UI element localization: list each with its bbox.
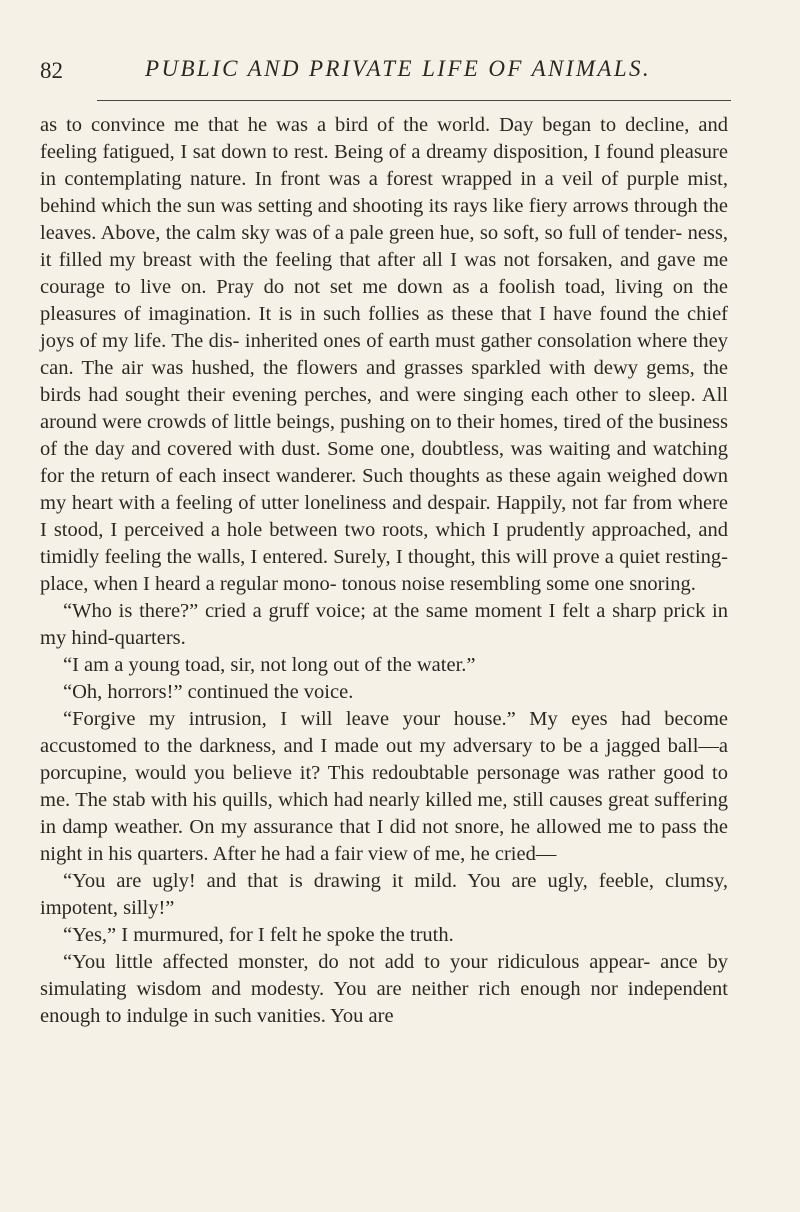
paragraph-continuation: as to convince me that he was a bird of the world. Day began to decline, and feeling fatigued, I sat down to rest. Being of a dreamy disposition, I found pleasure in contemplating nature. In front was a forest wrapped in a veil of purple mist, behind which the sun was setting and shooting its rays like fiery arrows through the leaves. Above, the calm sky was of a pale green hue, so soft, so full of tender- ness, it filled my breast with the feeling that after all I was not forsaken, and gave me courage to live on. Pray do not set me down as a foolish toad, living on the pleasures of imagination. It is in such follies as these that I have found the chief joys of my life. The dis- inherited ones of earth must gather consolation where they can. The air was hushed, the flowers and grasses sparkled with dewy gems, the birds had sought their evening perches, and were singing each other to sleep. All around were crowds of little beings, pushing on to their homes, tired of the business of the day and covered with dust. Some one, doubtless, was waiting and watching for the return of each insect wanderer. Such thoughts as these again weighed down my heart with a feeling of utter loneliness and despair. Happily, not far from where I stood, I perceived a hole between two roots, which I prudently approached, and timidly feeling the walls, I entered. Surely, I thought, this will prove a quiet resting-place, when I heard a regular mono- tonous noise resembling some one snoring. [40,114,728,595]
paragraph-oh-horrors: “Oh, horrors!” continued the voice. [63,681,354,703]
page-number: 82 [40,58,63,83]
body-text [40,112,728,1030]
paragraph-yes-murmured: “Yes,” I murmured, for I felt he spoke the truth. [63,924,454,946]
paragraph-who-is-there: “Who is there?” cried a gruff voice; at the same moment I felt a sharp prick in my hind-quarters. [40,600,728,649]
page-header [40,50,730,90]
paragraph-affected-monster: “You little affected monster, do not add to your ridiculous appear- ance by simulating wisdom and modesty. You are neither rich enough nor independent enough to indulge in such vanities. You are [40,951,728,1027]
running-title: PUBLIC AND PRIVATE LIFE OF ANIMALS. [145,56,652,81]
paragraph-forgive-intrusion: “Forgive my intrusion, I will leave your house.” My eyes had become accustomed to the darkness, and I made out my adversary to be a jagged ball—a porcupine, would you believe it? This redoubtable personage was rather good to me. The stab with his quills, which had nearly killed me, still causes great suffering in damp weather. On my assurance that I did not snore, he allowed me to pass the night in his quarters. After he had a fair view of me, he cried— [40,708,728,865]
paragraph-young-toad: “I am a young toad, sir, not long out of the water.” [63,654,476,676]
paragraph-you-are-ugly: “You are ugly! and that is drawing it mild. You are ugly, feeble, clumsy, impotent, silly!” [40,870,728,919]
header-rule [97,100,731,101]
